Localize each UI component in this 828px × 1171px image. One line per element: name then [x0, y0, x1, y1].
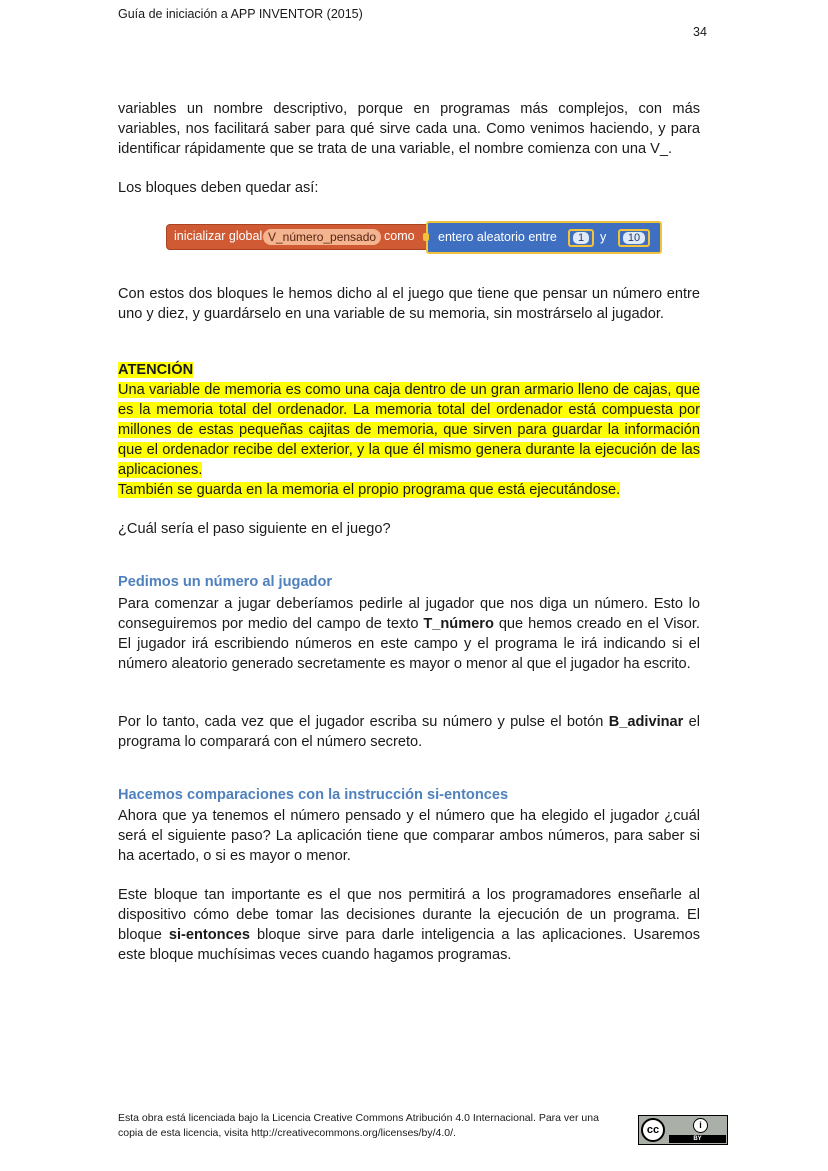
- to-number: 10: [623, 232, 645, 244]
- intro-paragraph: variables un nombre descriptivo, porque en programas más complejos, con más variables, nos facilitará saber para qué sirve cada una. Como venimos haciendo, y para identificar rápidamente que se trata de una variable, el nombre comienza con una V_.: [118, 101, 700, 157]
- blocks-label: Los bloques deben quedar así:: [118, 180, 319, 196]
- random-integer-block: [426, 221, 662, 254]
- s2p2-bold: si-entonces: [168, 927, 250, 943]
- to-number-block: [618, 229, 650, 247]
- cc-by-badge[interactable]: [638, 1115, 728, 1145]
- code-blocks: [166, 221, 662, 254]
- init-global-block: [166, 224, 434, 250]
- attribution-icon: i: [693, 1118, 708, 1133]
- section-heading-1: Pedimos un número al jugador: [118, 574, 333, 590]
- as-label: como: [384, 229, 415, 243]
- s1p2-text-a: Por lo tanto, cada vez que el jugador escriba su número y pulse el botón: [118, 714, 609, 730]
- random-label: entero aleatorio entre: [438, 230, 557, 244]
- attention-text-2: También se guarda en la memoria el propio programa que está ejecutándose.: [118, 482, 621, 498]
- s1p2-bold: B_adivinar: [608, 714, 684, 730]
- s2p2-text-b: bloque sirve para darle inteligencia a las aplicaciones. Usaremos este bloque muchísimas veces cuando hagamos programas.: [118, 927, 700, 963]
- s1p1-text-a: Para comenzar a jugar deberíamos pedirle al jugador que nos diga un número. Esto lo conseguiremos por medio del campo de texto: [118, 596, 700, 632]
- license-line-1: Esta obra está licenciada bajo la Licencia Creative Commons Atribución 4.0 Internacional. Para ver una: [118, 1112, 599, 1124]
- s1p1-text-b: que hemos creado en el Visor. El jugador irá escribiendo números en este campo y el programa le irá indicando si el número aleatorio generado secretamente es mayor o menor al que el jugador ha escrito.: [118, 616, 700, 672]
- from-number: 1: [573, 232, 589, 244]
- section1-paragraph-2: [118, 712, 700, 752]
- section1-paragraph-1: [118, 594, 700, 674]
- page-header-title: Guía de iniciación a APP INVENTOR (2015): [118, 7, 363, 21]
- socket-notch: [423, 233, 429, 241]
- section2-paragraph-2: [118, 885, 700, 965]
- page-number: 34: [693, 25, 707, 39]
- s2p2-text-a: Este bloque tan importante es el que nos permitirá a los programadores enseñarle al dispositivo cómo debe tomar las decisiones durante la ejecución de un programa. El bloque: [118, 887, 700, 943]
- cc-logo-icon: cc: [641, 1118, 665, 1142]
- license-footer: [118, 1111, 608, 1141]
- section2-paragraph-1: Ahora que ya tenemos el número pensado y el número que ha elegido el jugador ¿cuál será el siguiente paso? La aplicación tiene que comparar ambos números, para saber si ha acertado, o si es mayor o menor.: [118, 808, 700, 864]
- variable-name-field: V_número_pensado: [263, 229, 381, 245]
- and-label: y: [600, 230, 607, 244]
- after-blocks-paragraph: Con estos dos bloques le hemos dicho al el juego que tiene que pensar un número entre uno y diez, y guardárselo en una variable de su memoria, sin mostrárselo al jugador.: [118, 286, 700, 322]
- init-label: inicializar global: [174, 229, 263, 243]
- section-heading-2: Hacemos comparaciones con la instrucción si-entonces: [118, 787, 509, 803]
- attention-box: [118, 360, 700, 500]
- s1p1-bold: T_número: [423, 616, 494, 632]
- attention-title: ATENCIÓN: [118, 362, 194, 378]
- from-number-block: [568, 229, 594, 247]
- license-line-2: copia de esta licencia, visita http://creativecommons.org/licenses/by/4.0/.: [118, 1127, 456, 1139]
- attention-text: Una variable de memoria es como una caja dentro de un gran armario lleno de cajas, que es la memoria total del ordenador. La memoria total del ordenador está compuesta por millones de estas pequeñas cajitas de memoria, que sirven para guardar la información que el ordenador recibe del exterior, y la que él mismo genera durante la ejecución de las aplicaciones.: [118, 382, 700, 478]
- question-paragraph: ¿Cuál sería el paso siguiente en el juego?: [118, 521, 391, 537]
- by-label: BY: [669, 1135, 726, 1143]
- s1p2-text-b: el programa lo comparará con el número secreto.: [118, 714, 700, 750]
